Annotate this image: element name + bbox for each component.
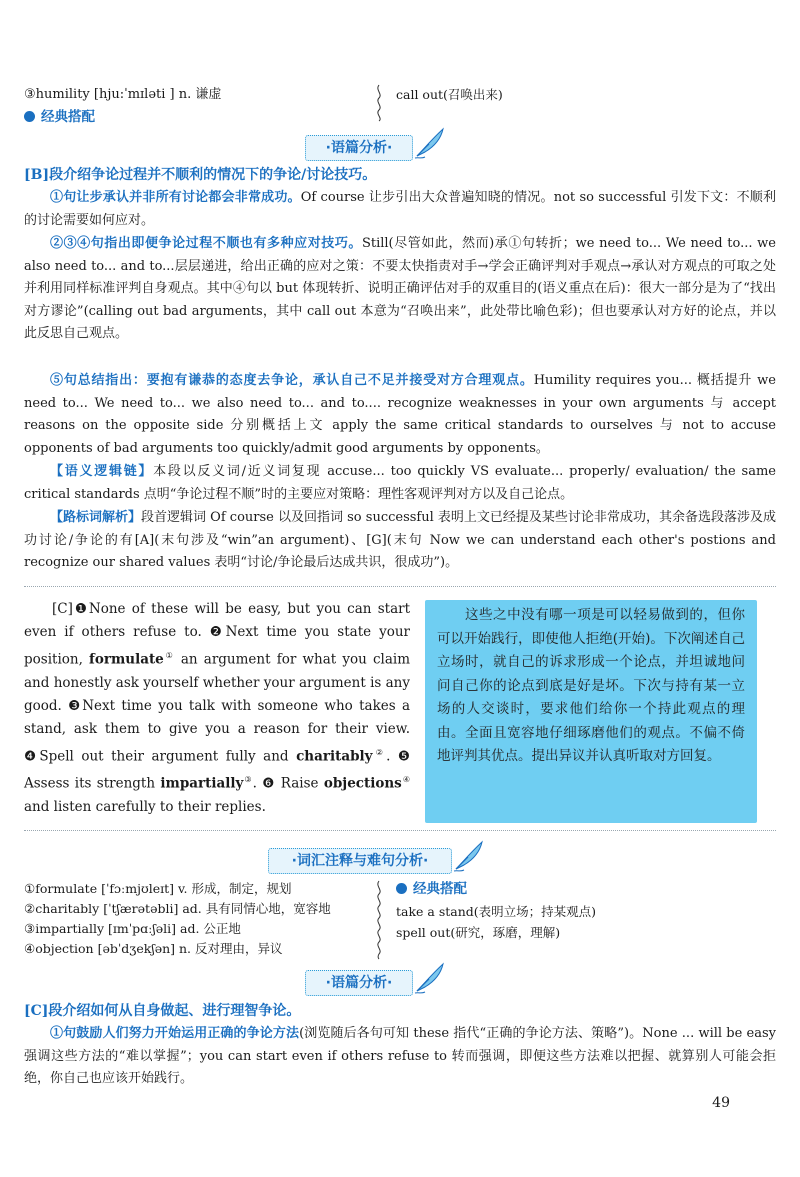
vocab-item: ④objection [əbˈdʒekʃən] n. 反对理由，异议 [24, 941, 283, 956]
para-lead: ②③④句指出即便争论过程不顺也有多种应对技巧。 [50, 236, 362, 251]
section-header-vocab: ·词汇注释与难句分析· [268, 848, 452, 874]
section-b-title: [B]段介绍争论过程并不顺利的情况下的争论/讨论技巧。 [24, 167, 377, 183]
sentence-5: . ❺ Assess its strength [24, 748, 411, 792]
quill-icon [413, 961, 447, 995]
para-body: Of course 让步引出大众普遍知晓的情况。not so successful 引发下文：不顺利的讨论需要如何应对。 [24, 190, 776, 228]
collocation-title-text: 经典搭配 [413, 881, 467, 897]
keyword-charitably: charitably [296, 748, 373, 764]
section-b-para-5 [24, 507, 776, 575]
footnote-mark: ② [372, 747, 387, 757]
para-body: Still(尽管如此，然而)承①句转折；we need to... We need to... we also need to... and to...层层递进，给出正确的应对之策：不要太快指责对手→学会正确评判对手观点→承认对方观点的可取之处并利用同样标准评判自身观点。其中④句以 but 体现转折、说明正确评估对手的双重目的(语义重点在后)：很大一部分是为了“找出对方谬论”(calling out bad arguments，其中 call out 本意为“召唤出来”，此处带比喻色彩)；但也要承认对方好的论点，并以此反思自己观点。 [24, 236, 776, 341]
footnote-mark: ③ [243, 775, 253, 784]
para-body: 本段以反义词/近义词复现 accuse... too quickly VS evaluate... properly/ evaluation/ the same critical standards 点明“争论过程不顺”时的主要应对策略：理性客观评判对方以及自己论点。 [24, 464, 776, 502]
sentence-2: ❷Next time you state your position, [24, 624, 411, 668]
section-divider [24, 586, 776, 587]
para-lead: ①句鼓励人们努力开始运用正确的争论方法 [50, 1026, 300, 1041]
keyword-formulate: formulate [89, 651, 164, 668]
translation-text: 这些之中没有哪一项是可以轻易做到的，但你可以开始践行，即使他人拒绝(开始)。下次阐述自己立场时，就自己的诉求形成一个论点，并坦诚地问问自己你的论点到底是好是坏。下次与持有某一立场的人交谈时，要求他们给你一个持此观点的理由。全面且宽容地仔细琢磨他们的观点。不偏不倚地评判其优点。提出异议并认真听取对方回复。 [437, 607, 745, 764]
keyword-impartially: impartially [160, 775, 244, 792]
section-header-c: ·语篇分析· [305, 970, 413, 996]
footnote-mark: ① [163, 651, 175, 660]
twist-divider-icon [374, 880, 384, 960]
para-tag: 【语义逻辑链】 [50, 464, 154, 479]
sentence-1: ❶None of these will be easy, but you can start even if others refuse to. [24, 601, 410, 640]
vocab-item: ③impartially [ɪmˈpɑːʃəli] ad. 公正地 [24, 921, 241, 936]
collocation-title [24, 106, 95, 129]
para-lead: ⑤句总结指出：要抱有谦恭的态度去争论，承认自己不足并接受对方合理观点。 [50, 373, 534, 388]
page-number: 49 [712, 1095, 730, 1111]
para-body: Humility requires you... 概括提升 we need to... We need to... we also need to... and to.... recognize weaknesses in your own arguments 与 accept reasons on the opposite side 分别概括上文 apply the same critical standards to ourselves 与 not to accuse opponents of bad arguments too quickly/admit good arguments by opponents。 [24, 373, 776, 456]
collocation-title [396, 879, 467, 899]
vocab-text: ③humility [hju:ˈmɪləti ] n. 谦虚 [24, 87, 222, 102]
para-body: 段首逻辑词 Of course 以及回指词 so successful 表明上文已经提及某些讨论非常成功，其余备选段落涉及成功讨论/争论的有[A](末句涉及“win”an argument)、[G](末句 Now we can understand each other's postions and recognize our shared values 表明“讨论/争论最后达成共识，很成功”)。 [24, 510, 776, 570]
para-body: (浏览随后各句可知 these 指代“正确的争论方法、策略”)。None ... will be easy 强调这些方法的“难以掌握”；you can start even if others refuse to 转而强调，即便这些方法难以把握、就算别人可能会拒绝，你自己也应该开始践行。 [24, 1026, 776, 1086]
section-b-para-3 [24, 370, 776, 460]
twist-divider-icon [374, 84, 384, 122]
bullet-icon [24, 111, 35, 122]
para-lead: ①句让步承认并非所有讨论都会非常成功。 [50, 190, 301, 205]
passage-label: [C] [52, 601, 73, 617]
sentence-6b: and listen carefully to their replies. [24, 798, 266, 815]
sentence-4: ❹Spell out their argument fully and [24, 748, 289, 764]
vocab-item-humility [24, 84, 221, 107]
keyword-objections: objections [323, 775, 402, 792]
collocation-item: take a stand(表明立场；持某观点) [396, 904, 597, 919]
vocab-item: ①formulate [ˈfɔːmjʊleɪt] v. 形成，制定，规划 [24, 881, 292, 896]
passage-c [24, 598, 410, 819]
section-c-para-1 [24, 1023, 776, 1091]
bullet-icon [396, 883, 407, 894]
section-b-para-4 [24, 461, 776, 506]
collocation-item: spell out(研究，琢磨，理解) [396, 925, 561, 940]
quill-icon [452, 839, 486, 873]
collocation-title-text: 经典搭配 [41, 109, 95, 125]
section-header-b: ·语篇分析· [305, 135, 413, 161]
call-out-collocation: call out(召唤出来) [396, 87, 503, 102]
translation-box [425, 600, 757, 823]
para-tag: 【路标词解析】 [50, 510, 142, 525]
sentence-2b: an argument for what you claim and honestly ask yourself whether your argument is any good. [24, 651, 410, 714]
section-c-title: [C]段介绍如何从自身做起、进行理智争论。 [24, 1003, 301, 1019]
quill-icon [413, 126, 447, 160]
section-b-para-2 [24, 233, 776, 346]
sentence-6: . ❻ Raise [252, 775, 319, 792]
section-b-para-1 [24, 187, 776, 232]
vocab-item: ②charitably [ˈtʃærətəbli] ad. 具有同情心地，宽容地 [24, 901, 331, 916]
footnote-mark: ④ [401, 775, 411, 784]
sentence-3: ❸Next time you talk with someone who takes a stand, ask them to give you a reason for their view. [24, 697, 411, 737]
section-divider [24, 830, 776, 831]
